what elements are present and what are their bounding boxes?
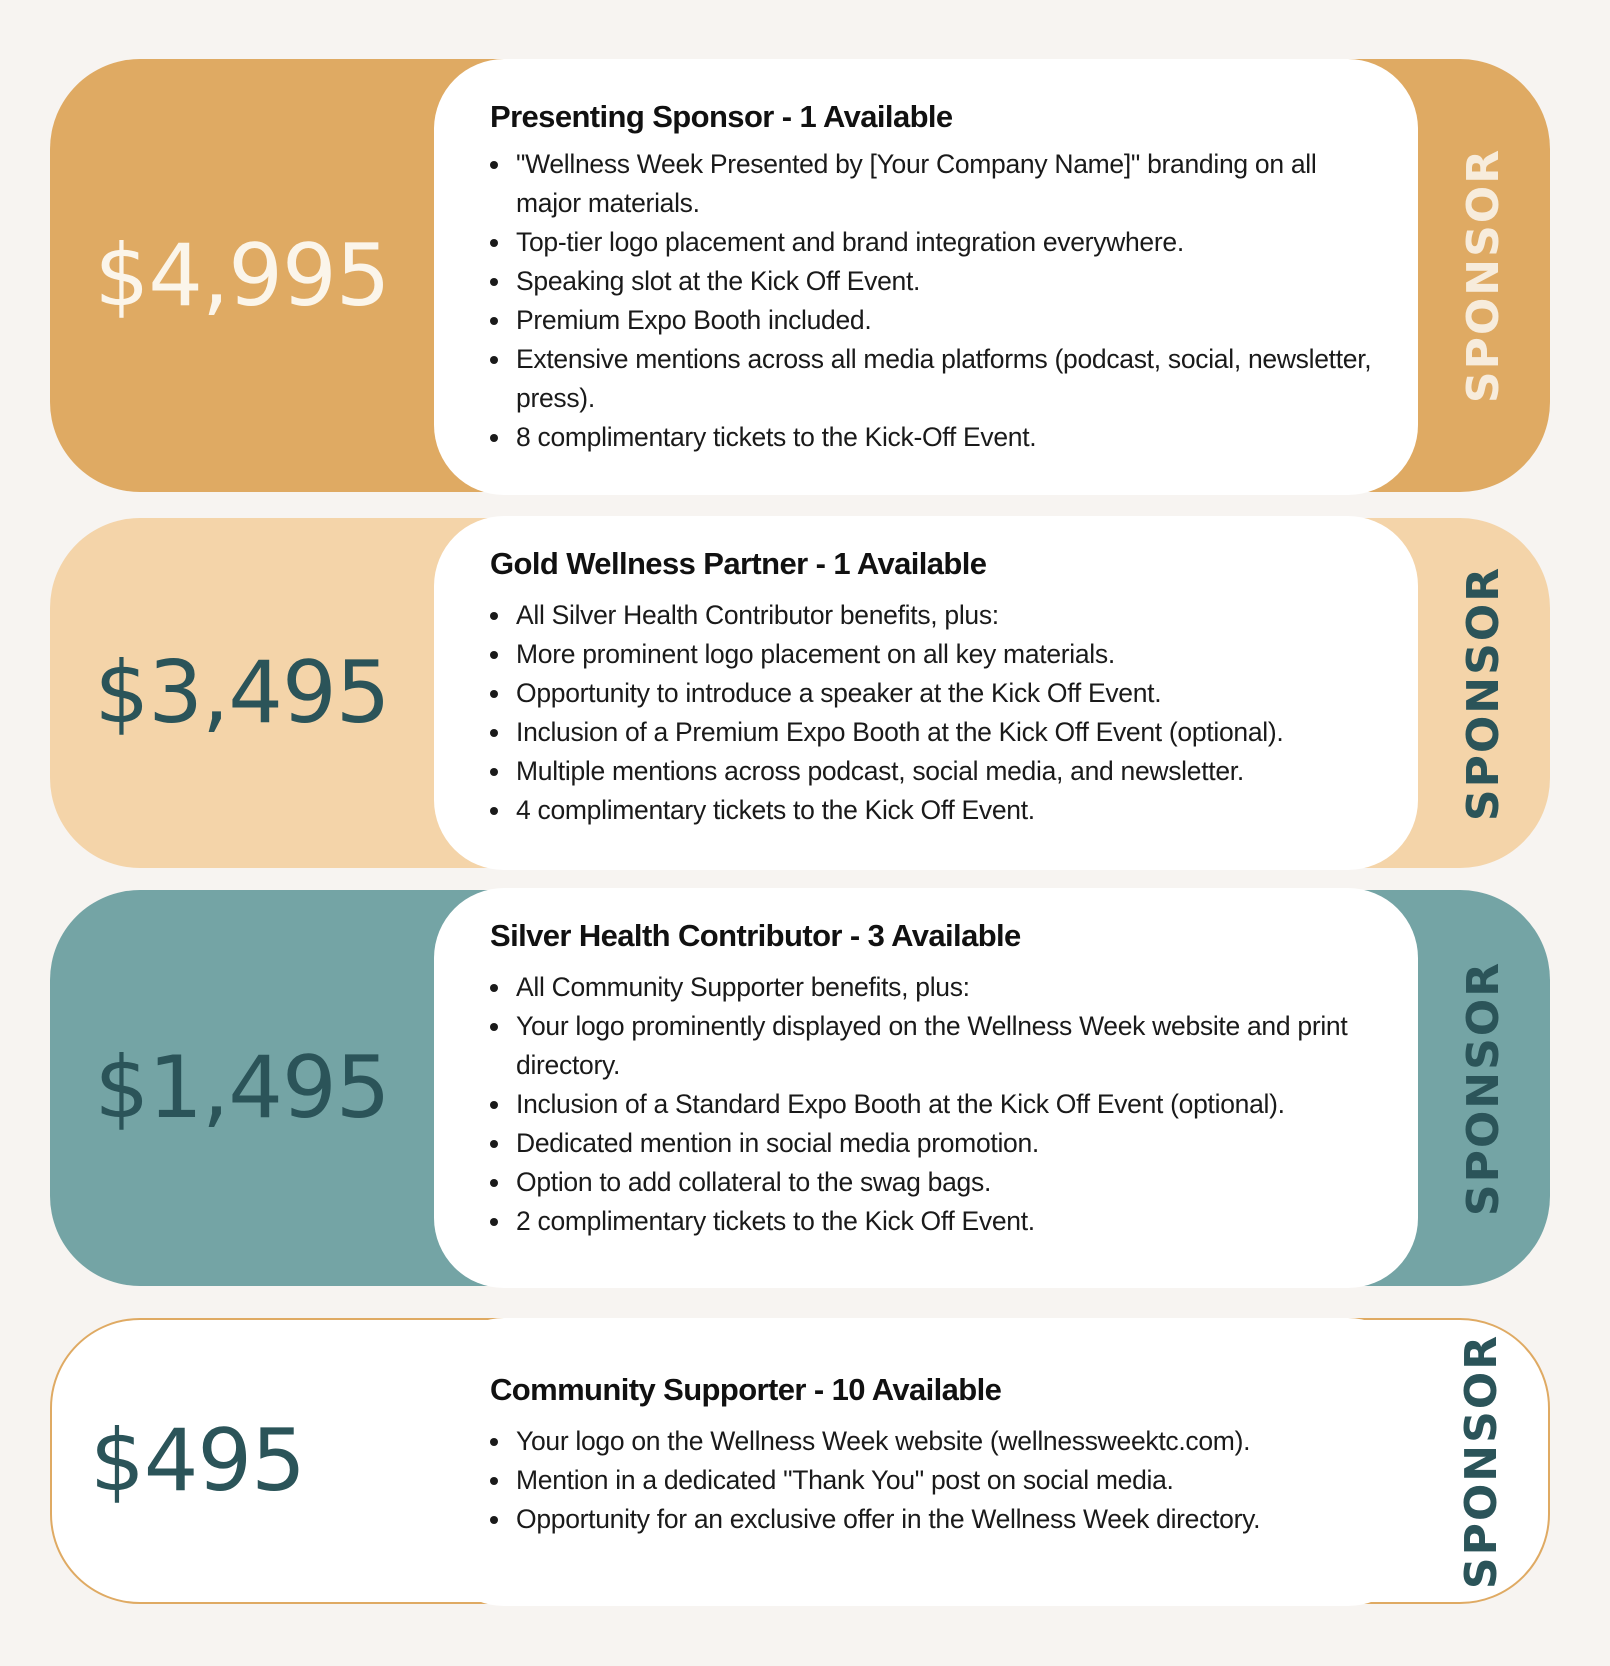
side-label-text: SPONSOR <box>1456 1333 1508 1589</box>
side-label-text: SPONSOR <box>1458 147 1510 404</box>
benefit-item: Dedicated mention in social media promotion. <box>516 1124 1388 1163</box>
benefit-item: Speaking slot at the Kick Off Event. <box>516 262 1388 301</box>
tier-title: Gold Wellness Partner - 1 Available <box>490 546 987 581</box>
tier-price: $1,495 <box>94 1038 390 1138</box>
benefit-item: More prominent logo placement on all key materials. <box>516 635 1388 674</box>
benefit-list <box>490 968 1388 1241</box>
tier-benefits-card <box>434 516 1418 870</box>
tier-price: $3,495 <box>94 643 390 743</box>
benefit-item: Option to add collateral to the swag bags. <box>516 1163 1388 1202</box>
benefit-item: Your logo prominently displayed on the Wellness Week website and print directory. <box>516 1007 1388 1085</box>
tier-benefits-card <box>434 59 1418 495</box>
benefit-item: 8 complimentary tickets to the Kick-Off Event. <box>516 418 1388 457</box>
side-label <box>1418 890 1550 1286</box>
side-label <box>1418 59 1550 492</box>
benefit-list <box>490 145 1388 457</box>
tier-title: Presenting Sponsor - 1 Available <box>490 99 953 134</box>
tier-price: $495 <box>90 1411 305 1511</box>
side-label <box>1418 518 1550 868</box>
benefit-item: "Wellness Week Presented by [Your Company Name]" branding on all major materials. <box>516 145 1388 223</box>
benefit-item: Extensive mentions across all media platforms (podcast, social, newsletter, press). <box>516 340 1388 418</box>
benefit-item: Opportunity for an exclusive offer in the Wellness Week directory. <box>516 1500 1388 1539</box>
benefit-item: Your logo on the Wellness Week website (wellnessweektc.com). <box>516 1422 1388 1461</box>
benefit-item: Inclusion of a Premium Expo Booth at the Kick Off Event (optional). <box>516 713 1388 752</box>
tier-benefits-card <box>434 1318 1418 1606</box>
tier-presenting-sponsor <box>50 59 1550 492</box>
tier-community-supporter <box>50 1318 1550 1604</box>
tier-gold-wellness-partner <box>50 518 1550 868</box>
benefit-item: Inclusion of a Standard Expo Booth at the Kick Off Event (optional). <box>516 1085 1388 1124</box>
benefit-item: All Silver Health Contributor benefits, plus: <box>516 596 1388 635</box>
benefit-item: Opportunity to introduce a speaker at the Kick Off Event. <box>516 674 1388 713</box>
side-label-text: SPONSOR <box>1458 960 1510 1216</box>
benefit-item: Multiple mentions across podcast, social media, and newsletter. <box>516 752 1388 791</box>
tier-silver-health-contributor <box>50 890 1550 1286</box>
benefit-item: 4 complimentary tickets to the Kick Off Event. <box>516 791 1388 830</box>
benefit-item: 2 complimentary tickets to the Kick Off Event. <box>516 1202 1388 1241</box>
tier-price: $4,995 <box>94 225 390 326</box>
benefit-item: Mention in a dedicated "Thank You" post on social media. <box>516 1461 1388 1500</box>
side-label <box>1416 1320 1548 1602</box>
benefit-item: Top-tier logo placement and brand integration everywhere. <box>516 223 1388 262</box>
benefit-list <box>490 596 1388 830</box>
benefit-item: Premium Expo Booth included. <box>516 301 1388 340</box>
tier-benefits-card <box>434 888 1418 1288</box>
side-label-text: SPONSOR <box>1458 565 1510 821</box>
benefit-list <box>490 1422 1388 1539</box>
benefit-item: All Community Supporter benefits, plus: <box>516 968 1388 1007</box>
tier-title: Silver Health Contributor - 3 Available <box>490 918 1021 953</box>
tier-title: Community Supporter - 10 Available <box>490 1372 1002 1407</box>
